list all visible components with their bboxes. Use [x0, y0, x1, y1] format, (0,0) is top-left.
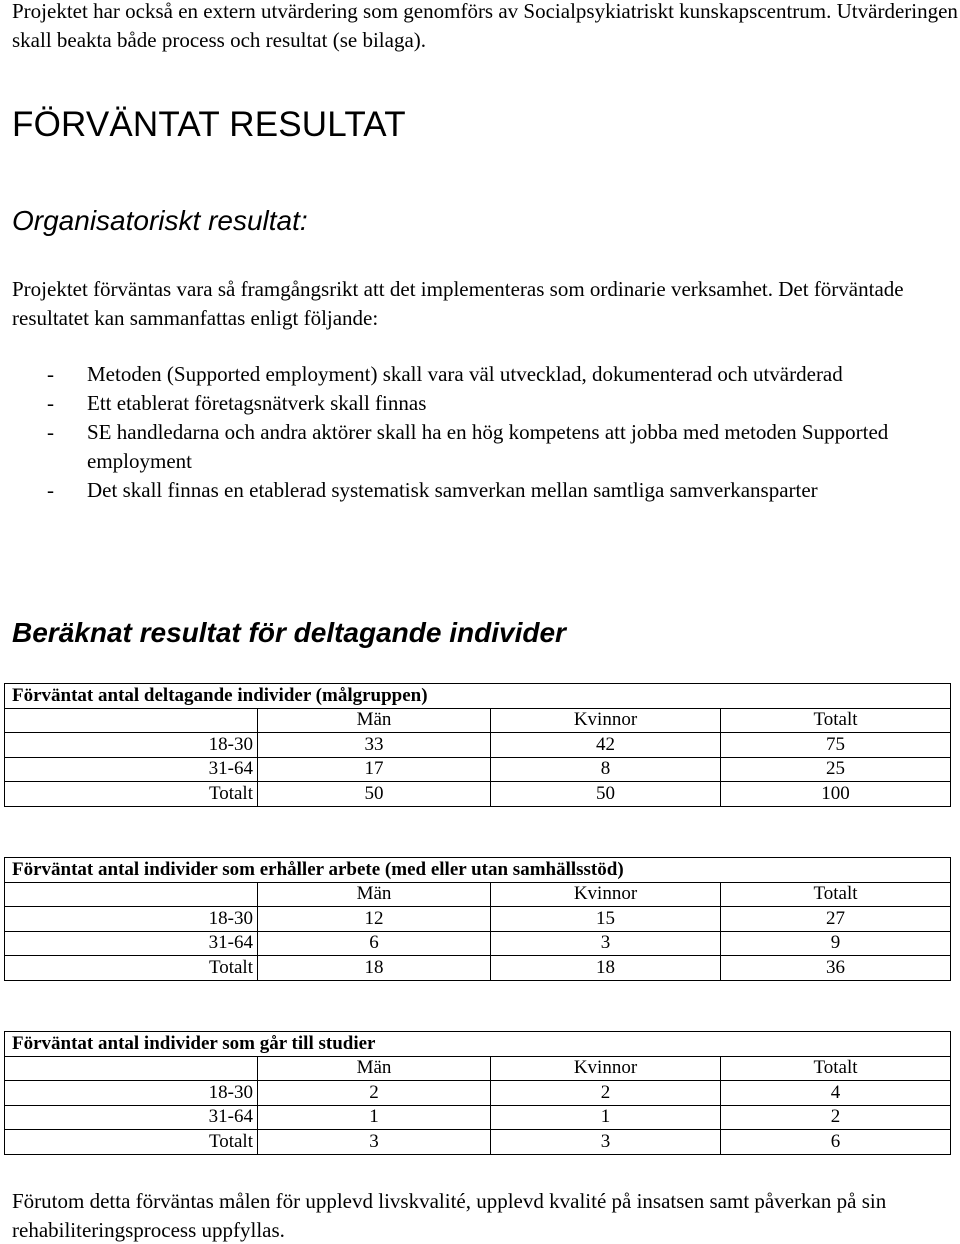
table-row [5, 907, 951, 932]
table-header-cell [5, 882, 258, 907]
table-cell: 18-30 [5, 1081, 258, 1106]
table-title-row [5, 1032, 951, 1057]
table-cell: 18 [258, 956, 491, 981]
table-cell: 25 [721, 757, 951, 782]
table-cell: Totalt [5, 1130, 258, 1155]
table-cell: 4 [721, 1081, 951, 1106]
list-item [0, 476, 957, 505]
section-heading-expected-result: FÖRVÄNTAT RESULTAT [12, 105, 406, 144]
table-header-cell: Kvinnor [491, 708, 721, 733]
organizational-result-paragraph: Projektet förväntas vara så framgångsrikt att det implementeras som ordinarie verksamhet. Det förväntade resultatet kan sammanfattas enligt följande: [12, 277, 904, 330]
table-header-cell: Totalt [721, 708, 951, 733]
list-item-text: Metoden (Supported employment) skall vara väl utvecklad, dokumenterad och utvärderad [87, 362, 843, 386]
table-cell: 18-30 [5, 733, 258, 758]
table-title-row [5, 684, 951, 709]
table-cell: 33 [258, 733, 491, 758]
table-cell: 15 [491, 907, 721, 932]
table-row [5, 1130, 951, 1155]
table-cell: 18 [491, 956, 721, 981]
table-header-row [5, 708, 951, 733]
table-cell: 100 [721, 782, 951, 807]
table-title: Förväntat antal deltagande individer (målgruppen) [5, 684, 951, 709]
table-cell: 17 [258, 757, 491, 782]
table-cell: 2 [491, 1081, 721, 1106]
table-row [5, 931, 951, 956]
table-cell: 2 [721, 1105, 951, 1130]
table-header-cell: Män [258, 882, 491, 907]
table-cell: 75 [721, 733, 951, 758]
list-item [0, 389, 957, 418]
table-cell: 8 [491, 757, 721, 782]
table-cell: Totalt [5, 782, 258, 807]
table-cell: 12 [258, 907, 491, 932]
table-cell: 18-30 [5, 907, 258, 932]
table-cell: 36 [721, 956, 951, 981]
subheading-calculated-result: Beräknat resultat för deltagande individer [12, 617, 566, 648]
closing-paragraph: Förutom detta förväntas målen för upplevd livskvalité, upplevd kvalité på insatsen samt påverkan på sin rehabiliteringsprocess uppfyllas. [12, 1189, 887, 1242]
list-item-text: Det skall finnas en etablerad systematisk samverkan mellan samtliga samverkansparter [87, 478, 818, 502]
table-title: Förväntat antal individer som erhåller arbete (med eller utan samhällsstöd) [5, 858, 951, 883]
table-cell: Totalt [5, 956, 258, 981]
table-cell: 1 [258, 1105, 491, 1130]
table-header-row [5, 882, 951, 907]
participants-table [4, 683, 951, 807]
table-header-cell [5, 1056, 258, 1081]
table-cell: 42 [491, 733, 721, 758]
table-cell: 9 [721, 931, 951, 956]
table-cell: 3 [491, 931, 721, 956]
table-header-row [5, 1056, 951, 1081]
list-item [0, 360, 957, 389]
table-row [5, 733, 951, 758]
table-header-cell: Kvinnor [491, 1056, 721, 1081]
table-header-cell: Män [258, 1056, 491, 1081]
studies-table [4, 1031, 951, 1155]
table-title-row [5, 858, 951, 883]
list-item-text: SE handledarna och andra aktörer skall ha en hög kompetens att jobba med metoden Supported employment [87, 420, 889, 473]
table-title: Förväntat antal individer som går till studier [5, 1032, 951, 1057]
list-item-text: Ett etablerat företagsnätverk skall finnas [87, 391, 427, 415]
bullet-dash: - [47, 420, 54, 444]
table-row [5, 1105, 951, 1130]
subheading-organizational-result: Organisatoriskt resultat: [12, 205, 308, 236]
table-cell: 50 [491, 782, 721, 807]
employment-table [4, 857, 951, 981]
table-row [5, 956, 951, 981]
table-row [5, 757, 951, 782]
expected-outcomes-list [0, 360, 960, 505]
table-header-cell: Totalt [721, 1056, 951, 1081]
table-header-cell [5, 708, 258, 733]
table-cell: 1 [491, 1105, 721, 1130]
list-item [0, 418, 957, 476]
table-cell: 3 [491, 1130, 721, 1155]
table-cell: 50 [258, 782, 491, 807]
table-cell: 3 [258, 1130, 491, 1155]
bullet-dash: - [47, 362, 54, 386]
table-cell: 6 [258, 931, 491, 956]
table-cell: 27 [721, 907, 951, 932]
table-header-cell: Totalt [721, 882, 951, 907]
table-cell: 31-64 [5, 757, 258, 782]
intro-paragraph: Projektet har också en extern utvärdering som genomförs av Socialpsykiatriskt kunskapscentrum. Utvärderingen skall beakta både process och resultat (se bilaga). [12, 0, 958, 52]
table-cell: 31-64 [5, 931, 258, 956]
table-cell: 31-64 [5, 1105, 258, 1130]
table-cell: 2 [258, 1081, 491, 1106]
table-header-cell: Kvinnor [491, 882, 721, 907]
bullet-dash: - [47, 391, 54, 415]
bullet-dash: - [47, 478, 54, 502]
table-row [5, 782, 951, 807]
table-cell: 6 [721, 1130, 951, 1155]
table-header-cell: Män [258, 708, 491, 733]
table-row [5, 1081, 951, 1106]
